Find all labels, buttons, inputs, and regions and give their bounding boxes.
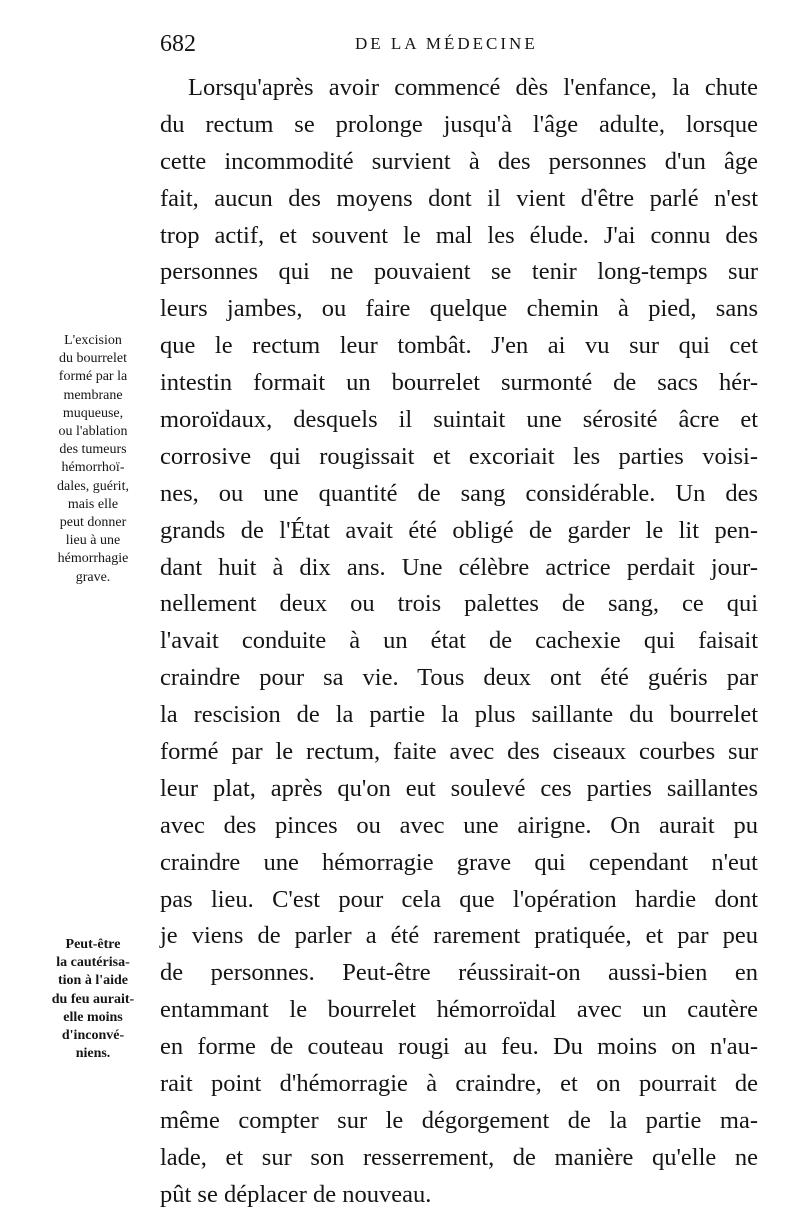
text-line: cette incommodité survient à des personnes d'un âge xyxy=(160,147,758,175)
note-line: hémorrhoï- xyxy=(61,460,125,476)
text-line: nes, ou une quantité de sang considérable. Un des xyxy=(160,479,758,507)
note-line: grave. xyxy=(75,569,111,585)
note-line: muqueuse, xyxy=(62,405,124,421)
note-line: membrane xyxy=(63,387,123,403)
text-line: intestin formait un bourrelet surmonté de sacs hér- xyxy=(160,369,758,397)
note-line: hémorrhagie xyxy=(57,551,129,567)
text-line: formé par le rectum, faite avec des ciseaux courbes sur xyxy=(160,738,758,766)
note-line: elle moins xyxy=(63,1009,123,1025)
text-line: que le rectum leur tombât. J'en ai vu sur qui cet xyxy=(160,332,758,360)
note-line: d'inconvé- xyxy=(61,1028,125,1044)
note-line: tion à l'aide xyxy=(57,973,128,989)
note-line: Peut-être xyxy=(65,937,121,952)
text-line: craindre pour sa vie. Tous deux ont été guéris par xyxy=(160,664,758,692)
note-line: ou l'ablation xyxy=(58,424,128,440)
text-line: craindre une hémorragie grave qui cependant n'eut xyxy=(160,848,758,876)
running-head: DE LA MÉDECINE xyxy=(355,34,538,53)
text-line: Lorsqu'après avoir commencé dès l'enfance, la chute xyxy=(188,74,758,101)
text-line: de personnes. Peut-être réussirait-on aussi-bien en xyxy=(160,959,758,987)
text-line: fait, aucun des moyens dont il vient d'être parlé n'est xyxy=(160,184,758,212)
text-line: pût se déplacer de nouveau. xyxy=(160,1180,432,1208)
note-line: la cautérisa- xyxy=(56,955,130,971)
text-line: la rescision de la partie la plus saillante du bourrelet xyxy=(160,701,758,729)
note-line: L'excision xyxy=(64,333,122,348)
text-line: dant huit à dix ans. Une célèbre actrice perdait jour- xyxy=(160,553,758,581)
text-line: grands de l'État avait été obligé de garder le lit pen- xyxy=(160,516,758,544)
text-line: leur plat, après qu'on eut soulevé ces parties saillantes xyxy=(160,774,758,802)
note-line: lieu à une xyxy=(65,533,121,549)
text-line: en forme de couteau rougi au feu. Du moins on n'au- xyxy=(160,1033,758,1061)
text-line: l'avait conduite à un état de cachexie qui faisait xyxy=(160,627,758,655)
page-number: 682 xyxy=(160,31,196,57)
text-line: entammant le bourrelet hémorroïdal avec un cautère xyxy=(160,996,758,1024)
note-line: du feu aurait- xyxy=(51,991,135,1007)
text-line: avec des pinces ou avec une airigne. On aurait pu xyxy=(160,811,758,839)
text-line: pas lieu. C'est pour cela que l'opération hardie dont xyxy=(160,885,758,913)
text-line: même compter sur le dégorgement de la partie ma- xyxy=(160,1106,758,1134)
note-line: des tumeurs xyxy=(59,442,127,458)
margin-note-cauterization xyxy=(34,936,152,1063)
margin-note-excision xyxy=(34,332,152,587)
note-line: mais elle xyxy=(67,496,119,512)
note-line: peut donner xyxy=(59,515,127,531)
text-line: personnes qui ne pouvaient se tenir long-temps sur xyxy=(160,258,758,286)
body-text xyxy=(160,70,758,1214)
note-line: formé par la xyxy=(58,369,128,385)
text-line: lade, et sur son resserrement, de manière qu'elle ne xyxy=(160,1143,758,1171)
text-line: corrosive qui rougissait et excoriait les parties voisi- xyxy=(160,442,758,470)
note-line: du bourrelet xyxy=(58,351,128,367)
page-header xyxy=(160,28,750,64)
text-line: je viens de parler a été rarement pratiquée, et par peu xyxy=(160,922,758,950)
text-line: rait point d'hémorragie à craindre, et on pourrait de xyxy=(160,1070,758,1098)
text-line: du rectum se prolonge jusqu'à l'âge adulte, lorsque xyxy=(160,110,758,138)
text-line: leurs jambes, ou faire quelque chemin à pied, sans xyxy=(160,295,758,323)
note-line: dales, guérit, xyxy=(57,478,129,494)
text-line: moroïdaux, desquels il suintait une sérosité âcre et xyxy=(160,406,758,434)
note-line: niens. xyxy=(75,1046,111,1062)
text-line: trop actif, et souvent le mal les élude. J'ai connu des xyxy=(160,221,758,249)
text-line: nellement deux ou trois palettes de sang, ce qui xyxy=(160,590,758,618)
